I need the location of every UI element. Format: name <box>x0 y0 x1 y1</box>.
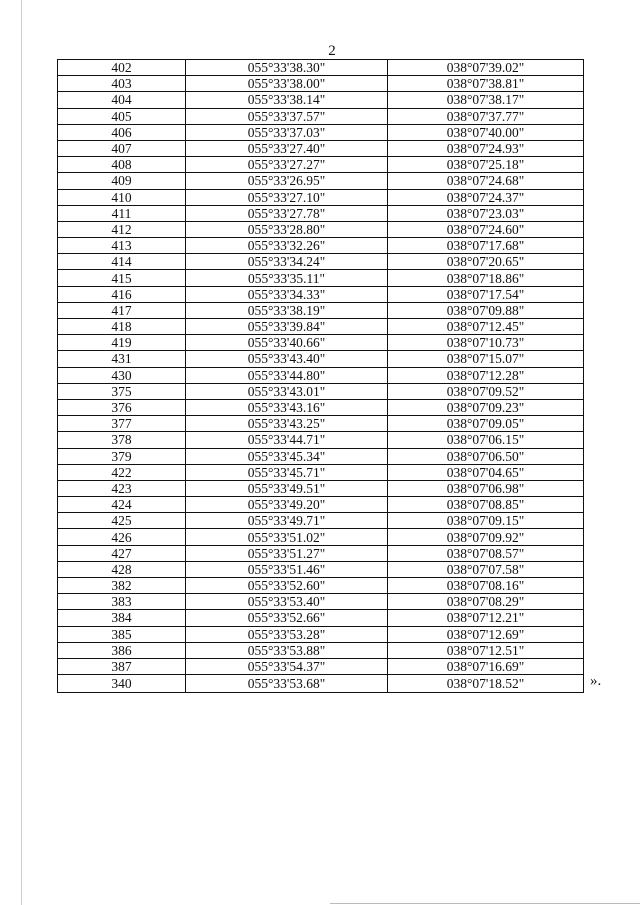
point-number-cell: 410 <box>58 189 186 205</box>
point-number-cell: 409 <box>58 173 186 189</box>
longitude-cell: 038°07'38.17" <box>388 92 584 108</box>
point-number-cell: 382 <box>58 578 186 594</box>
longitude-cell: 038°07'25.18" <box>388 157 584 173</box>
longitude-cell: 038°07'06.98" <box>388 480 584 496</box>
table-row <box>58 254 584 270</box>
longitude-cell: 038°07'07.58" <box>388 561 584 577</box>
table-row <box>58 529 584 545</box>
longitude-cell: 038°07'09.92" <box>388 529 584 545</box>
latitude-cell: 055°33'38.14" <box>186 92 388 108</box>
latitude-cell: 055°33'37.57" <box>186 108 388 124</box>
point-number-cell: 431 <box>58 351 186 367</box>
latitude-cell: 055°33'53.28" <box>186 626 388 642</box>
point-number-cell: 384 <box>58 610 186 626</box>
latitude-cell: 055°33'40.66" <box>186 335 388 351</box>
point-number-cell: 386 <box>58 642 186 658</box>
coordinates-table <box>57 59 584 693</box>
table-row <box>58 173 584 189</box>
table-row <box>58 626 584 642</box>
longitude-cell: 038°07'08.29" <box>388 594 584 610</box>
longitude-cell: 038°07'08.16" <box>388 578 584 594</box>
table-row <box>58 448 584 464</box>
longitude-cell: 038°07'12.69" <box>388 626 584 642</box>
point-number-cell: 407 <box>58 140 186 156</box>
latitude-cell: 055°33'51.27" <box>186 545 388 561</box>
longitude-cell: 038°07'06.15" <box>388 432 584 448</box>
point-number-cell: 376 <box>58 399 186 415</box>
latitude-cell: 055°33'44.80" <box>186 367 388 383</box>
table-row <box>58 76 584 92</box>
latitude-cell: 055°33'53.40" <box>186 594 388 610</box>
table-row <box>58 351 584 367</box>
table-row <box>58 497 584 513</box>
point-number-cell: 375 <box>58 383 186 399</box>
table-row <box>58 335 584 351</box>
table-row <box>58 140 584 156</box>
longitude-cell: 038°07'09.15" <box>388 513 584 529</box>
page-edge-bottom <box>330 903 640 904</box>
longitude-cell: 038°07'08.57" <box>388 545 584 561</box>
longitude-cell: 038°07'17.68" <box>388 238 584 254</box>
point-number-cell: 412 <box>58 221 186 237</box>
latitude-cell: 055°33'49.71" <box>186 513 388 529</box>
latitude-cell: 055°33'34.33" <box>186 286 388 302</box>
longitude-cell: 038°07'40.00" <box>388 124 584 140</box>
longitude-cell: 038°07'24.68" <box>388 173 584 189</box>
table-row <box>58 658 584 674</box>
table-row <box>58 157 584 173</box>
longitude-cell: 038°07'24.37" <box>388 189 584 205</box>
longitude-cell: 038°07'37.77" <box>388 108 584 124</box>
latitude-cell: 055°33'43.01" <box>186 383 388 399</box>
point-number-cell: 340 <box>58 675 186 693</box>
latitude-cell: 055°33'49.20" <box>186 497 388 513</box>
table-row <box>58 513 584 529</box>
table-row <box>58 578 584 594</box>
longitude-cell: 038°07'09.52" <box>388 383 584 399</box>
longitude-cell: 038°07'24.60" <box>388 221 584 237</box>
latitude-cell: 055°33'51.46" <box>186 561 388 577</box>
table-row <box>58 367 584 383</box>
point-number-cell: 402 <box>58 60 186 76</box>
latitude-cell: 055°33'43.25" <box>186 416 388 432</box>
latitude-cell: 055°33'28.80" <box>186 221 388 237</box>
latitude-cell: 055°33'45.71" <box>186 464 388 480</box>
latitude-cell: 055°33'53.88" <box>186 642 388 658</box>
table-row <box>58 675 584 693</box>
table-row <box>58 189 584 205</box>
longitude-cell: 038°07'09.88" <box>388 302 584 318</box>
longitude-cell: 038°07'12.21" <box>388 610 584 626</box>
table-row <box>58 432 584 448</box>
table-row <box>58 92 584 108</box>
point-number-cell: 411 <box>58 205 186 221</box>
longitude-cell: 038°07'04.65" <box>388 464 584 480</box>
longitude-cell: 038°07'24.93" <box>388 140 584 156</box>
table-row <box>58 545 584 561</box>
latitude-cell: 055°33'27.27" <box>186 157 388 173</box>
point-number-cell: 414 <box>58 254 186 270</box>
table-row <box>58 108 584 124</box>
table-row <box>58 594 584 610</box>
table-row <box>58 561 584 577</box>
table-row <box>58 302 584 318</box>
point-number-cell: 424 <box>58 497 186 513</box>
latitude-cell: 055°33'34.24" <box>186 254 388 270</box>
latitude-cell: 055°33'27.10" <box>186 189 388 205</box>
longitude-cell: 038°07'09.05" <box>388 416 584 432</box>
latitude-cell: 055°33'39.84" <box>186 319 388 335</box>
latitude-cell: 055°33'49.51" <box>186 480 388 496</box>
table-row <box>58 464 584 480</box>
latitude-cell: 055°33'27.78" <box>186 205 388 221</box>
table-row <box>58 60 584 76</box>
point-number-cell: 405 <box>58 108 186 124</box>
point-number-cell: 413 <box>58 238 186 254</box>
point-number-cell: 422 <box>58 464 186 480</box>
longitude-cell: 038°07'08.85" <box>388 497 584 513</box>
table-row <box>58 399 584 415</box>
longitude-cell: 038°07'16.69" <box>388 658 584 674</box>
point-number-cell: 423 <box>58 480 186 496</box>
table-row <box>58 383 584 399</box>
page-number: 2 <box>328 43 336 59</box>
point-number-cell: 430 <box>58 367 186 383</box>
longitude-cell: 038°07'20.65" <box>388 254 584 270</box>
longitude-cell: 038°07'18.86" <box>388 270 584 286</box>
longitude-cell: 038°07'06.50" <box>388 448 584 464</box>
point-number-cell: 425 <box>58 513 186 529</box>
point-number-cell: 408 <box>58 157 186 173</box>
point-number-cell: 419 <box>58 335 186 351</box>
table-row <box>58 416 584 432</box>
point-number-cell: 427 <box>58 545 186 561</box>
latitude-cell: 055°33'43.16" <box>186 399 388 415</box>
point-number-cell: 379 <box>58 448 186 464</box>
longitude-cell: 038°07'23.03" <box>388 205 584 221</box>
longitude-cell: 038°07'12.45" <box>388 319 584 335</box>
latitude-cell: 055°33'54.37" <box>186 658 388 674</box>
point-number-cell: 417 <box>58 302 186 318</box>
latitude-cell: 055°33'26.95" <box>186 173 388 189</box>
point-number-cell: 404 <box>58 92 186 108</box>
longitude-cell: 038°07'17.54" <box>388 286 584 302</box>
closing-quote-mark: ». <box>590 673 602 689</box>
latitude-cell: 055°33'32.26" <box>186 238 388 254</box>
table-row <box>58 480 584 496</box>
latitude-cell: 055°33'43.40" <box>186 351 388 367</box>
latitude-cell: 055°33'53.68" <box>186 675 388 693</box>
longitude-cell: 038°07'10.73" <box>388 335 584 351</box>
latitude-cell: 055°33'45.34" <box>186 448 388 464</box>
longitude-cell: 038°07'12.51" <box>388 642 584 658</box>
table-row <box>58 610 584 626</box>
coordinates-table-body <box>58 60 584 693</box>
table-row <box>58 270 584 286</box>
table-row <box>58 238 584 254</box>
latitude-cell: 055°33'38.19" <box>186 302 388 318</box>
table-row <box>58 124 584 140</box>
point-number-cell: 378 <box>58 432 186 448</box>
point-number-cell: 403 <box>58 76 186 92</box>
latitude-cell: 055°33'52.66" <box>186 610 388 626</box>
latitude-cell: 055°33'51.02" <box>186 529 388 545</box>
latitude-cell: 055°33'52.60" <box>186 578 388 594</box>
longitude-cell: 038°07'39.02" <box>388 60 584 76</box>
point-number-cell: 426 <box>58 529 186 545</box>
latitude-cell: 055°33'35.11" <box>186 270 388 286</box>
point-number-cell: 416 <box>58 286 186 302</box>
longitude-cell: 038°07'18.52" <box>388 675 584 693</box>
point-number-cell: 406 <box>58 124 186 140</box>
point-number-cell: 383 <box>58 594 186 610</box>
point-number-cell: 385 <box>58 626 186 642</box>
longitude-cell: 038°07'09.23" <box>388 399 584 415</box>
point-number-cell: 415 <box>58 270 186 286</box>
latitude-cell: 055°33'38.00" <box>186 76 388 92</box>
table-row <box>58 205 584 221</box>
table-row <box>58 319 584 335</box>
latitude-cell: 055°33'37.03" <box>186 124 388 140</box>
point-number-cell: 387 <box>58 658 186 674</box>
table-row <box>58 286 584 302</box>
table-row <box>58 642 584 658</box>
longitude-cell: 038°07'15.07" <box>388 351 584 367</box>
point-number-cell: 418 <box>58 319 186 335</box>
point-number-cell: 428 <box>58 561 186 577</box>
longitude-cell: 038°07'38.81" <box>388 76 584 92</box>
latitude-cell: 055°33'44.71" <box>186 432 388 448</box>
table-row <box>58 221 584 237</box>
point-number-cell: 377 <box>58 416 186 432</box>
longitude-cell: 038°07'12.28" <box>388 367 584 383</box>
latitude-cell: 055°33'38.30" <box>186 60 388 76</box>
latitude-cell: 055°33'27.40" <box>186 140 388 156</box>
page-edge-left <box>21 0 22 905</box>
